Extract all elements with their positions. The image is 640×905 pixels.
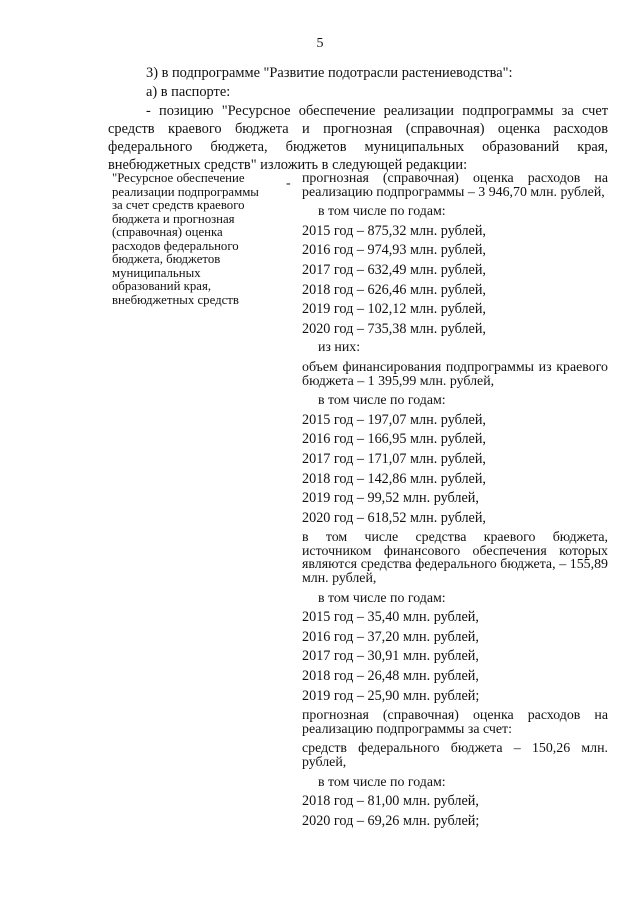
position-instruction: - позицию "Ресурсное обеспечение реализации подпрограммы за счет средств краевого бюджета и прогнозная (справочная) оценка расходов федерального бюджета, бюджетов муниципальных образований края, внебюджетных средств" изложить в следующей редакции: bbox=[108, 103, 608, 173]
passport-heading: а) в паспорте: bbox=[146, 84, 231, 100]
year-line: 2016 год – 974,93 млн. рублей, bbox=[302, 242, 486, 259]
by-years-label: в том числе по годам: bbox=[318, 393, 446, 409]
column-dash: - bbox=[286, 176, 291, 191]
subprogram-heading: 3) в подпрограмме "Развитие подотрасли растениеводства": bbox=[146, 65, 513, 81]
year-line: 2018 год – 26,48 млн. рублей, bbox=[302, 668, 479, 685]
year-line: 2018 год – 142,86 млн. рублей, bbox=[302, 470, 486, 487]
year-line: 2017 год – 30,91 млн. рублей, bbox=[302, 648, 479, 665]
of-them-label: из них: bbox=[318, 340, 361, 356]
year-line: 2020 год – 618,52 млн. рублей, bbox=[302, 509, 486, 526]
federal-budget-text: средств федерального бюджета – 150,26 млн. рублей, bbox=[302, 741, 608, 770]
year-line: 2020 год – 69,26 млн. рублей; bbox=[302, 812, 480, 829]
year-line: 2019 год – 99,52 млн. рублей, bbox=[302, 490, 479, 507]
year-line: 2019 год – 25,90 млн. рублей; bbox=[302, 687, 480, 704]
year-line: 2020 год – 735,38 млн. рублей, bbox=[302, 320, 486, 337]
by-years-label: в том числе по годам: bbox=[318, 590, 446, 606]
year-line: 2017 год – 632,49 млн. рублей, bbox=[302, 261, 486, 278]
total-estimate-text: прогнозная (справочная) оценка расходов на реализацию подпрограммы – 3 946,70 млн. рублей, bbox=[302, 171, 608, 200]
intro-section bbox=[108, 64, 608, 175]
year-line: 2016 год – 37,20 млн. рублей, bbox=[302, 628, 479, 645]
year-line: 2015 год – 197,07 млн. рублей, bbox=[302, 411, 486, 428]
year-line: 2019 год – 102,12 млн. рублей, bbox=[302, 301, 486, 318]
year-line: 2016 год – 166,95 млн. рублей, bbox=[302, 431, 486, 448]
position-label-column bbox=[112, 172, 272, 307]
position-content-column bbox=[302, 172, 608, 828]
year-line: 2015 год – 35,40 млн. рублей, bbox=[302, 609, 479, 626]
position-label: "Ресурсное обеспечение реализации подпрограммы за счет средств краевого бюджета и прогнозная (справочная) оценка расходов федерального бюджета, бюджетов муниципальных образований края, внебюджетных средств bbox=[112, 171, 259, 307]
year-line: 2018 год – 81,00 млн. рублей, bbox=[302, 793, 479, 810]
regional-budget-text: объем финансирования подпрограммы из краевого бюджета – 1 395,99 млн. рублей, bbox=[302, 359, 608, 389]
page-number: 5 bbox=[316, 36, 324, 51]
year-line: 2018 год – 626,46 млн. рублей, bbox=[302, 281, 486, 298]
federal-source-text: в том числе средства краевого бюджета, источником финансового обеспечения которых являются средства федерального бюджета, – 155,89 млн. рублей, bbox=[302, 530, 608, 587]
forecast-text: прогнозная (справочная) оценка расходов на реализацию подпрограммы за счет: bbox=[302, 708, 608, 737]
year-line: 2015 год – 875,32 млн. рублей, bbox=[302, 222, 486, 239]
by-years-label: в том числе по годам: bbox=[318, 774, 446, 790]
by-years-label: в том числе по годам: bbox=[318, 204, 446, 220]
year-line: 2017 год – 171,07 млн. рублей, bbox=[302, 450, 486, 467]
